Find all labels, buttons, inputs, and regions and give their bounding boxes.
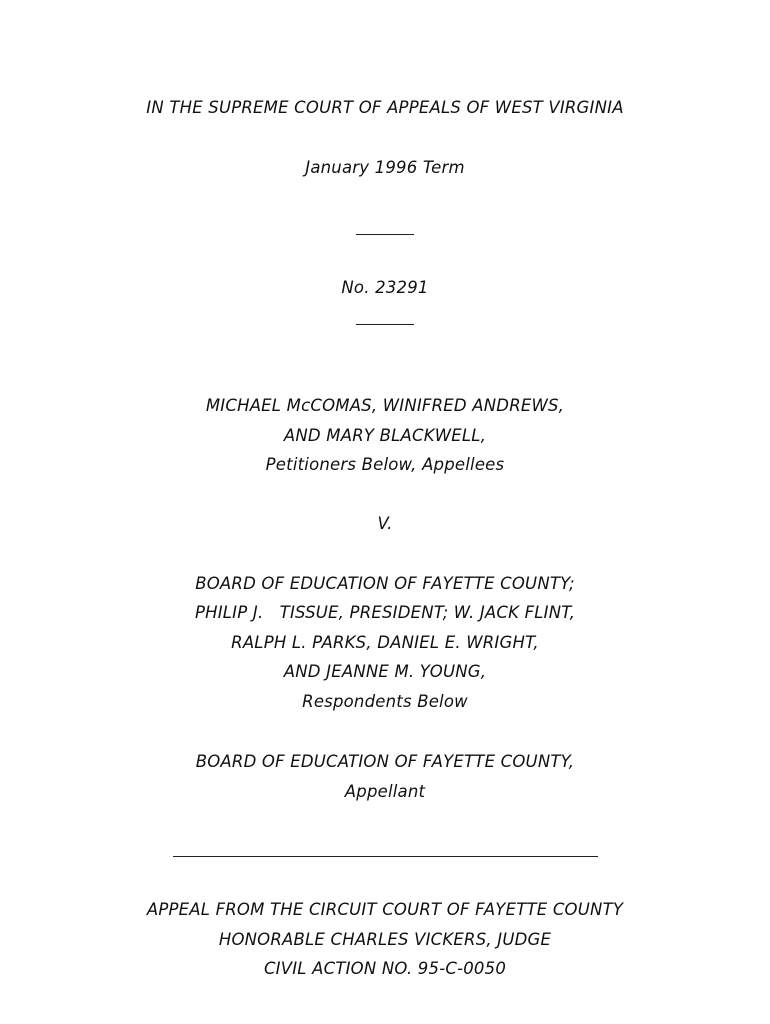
appellant-role: Appellant: [344, 782, 426, 801]
short-divider-top: [356, 234, 414, 235]
short-divider-bottom: [356, 324, 414, 325]
docket-number: No. 23291: [341, 278, 429, 297]
respondents-line-4: AND JEANNE M. YOUNG,: [283, 662, 487, 681]
respondents-line-3: RALPH L. PARKS, DANIEL E. WRIGHT,: [231, 633, 539, 652]
court-title: IN THE SUPREME COURT OF APPEALS OF WEST VIRGINIA: [146, 98, 624, 117]
respondents-line-2: PHILIP J. TISSUE, PRESIDENT; W. JACK FLINT,: [194, 603, 576, 622]
versus: V.: [377, 514, 393, 533]
respondents-line-1: BOARD OF EDUCATION OF FAYETTE COUNTY;: [195, 574, 575, 593]
term: January 1996 Term: [305, 158, 465, 177]
respondents-role: Respondents Below: [302, 692, 468, 711]
long-divider: [173, 856, 598, 857]
appellant-line-1: BOARD OF EDUCATION OF FAYETTE COUNTY,: [195, 752, 575, 771]
petitioners-line-1: MICHAEL McCOMAS, WINIFRED ANDREWS,: [205, 396, 565, 415]
petitioners-line-2: AND MARY BLACKWELL,: [283, 426, 487, 445]
appeal-line-3: CIVIL ACTION NO. 95-C-0050: [263, 959, 507, 978]
petitioners-role: Petitioners Below, Appellees: [265, 455, 505, 474]
appeal-line-1: APPEAL FROM THE CIRCUIT COURT OF FAYETTE COUNTY: [146, 900, 624, 919]
appeal-line-2: HONORABLE CHARLES VICKERS, JUDGE: [218, 930, 552, 949]
